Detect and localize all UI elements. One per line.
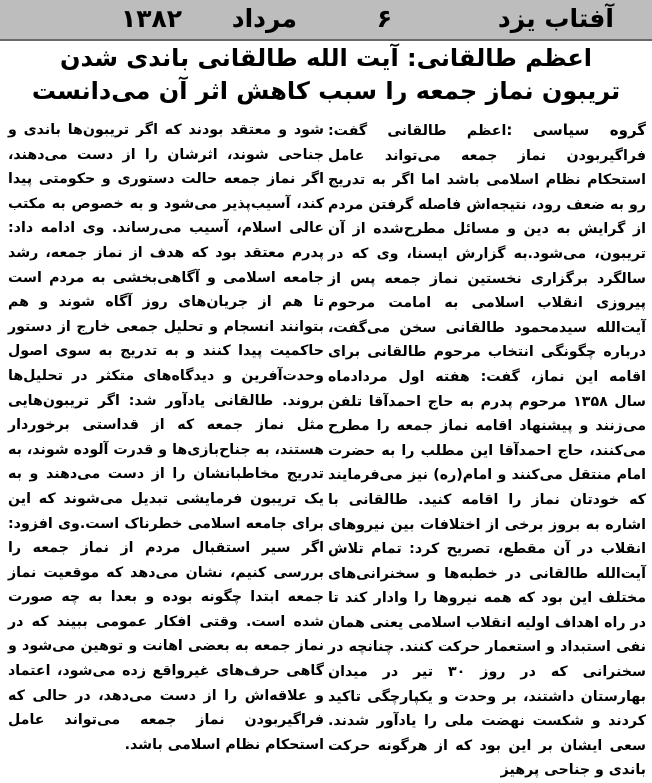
date-day: ۶ bbox=[376, 4, 392, 33]
article-column-right bbox=[328, 118, 646, 783]
article-body-right: اعظم طالقانی گفت: فراگیربودن نماز جمعه می‌تواند عامل استحکام نظام اسلامی باشد اما اگر به تدریج رو به ضعف رود، نتیجه‌اش فاصله گرفتن مردم از گرایش به دین و مسائل مطرح‌شده از آن تریبون، می‌شود.به گزارش ایسنا، وی که در سالگرد برگزاری نخستین نماز جمعه پس از پیروزی انقلاب اسلامی به امامت مرحوم آیت‌الله سیدمحمود طالقانی سخن می‌گفت، درباره چگونگی انتخاب مرحوم طالقانی برای اقامه این نماز، گفت: هفته اول مردادماه سال ۱۳۵۸ مرحوم پدرم به حاج احمدآقا تلفن می‌زنند و پیشنهاد اقامه نماز جمعه را مطرح می‌کنند، حاج احمدآقا این مطلب را به حضرت امام منتقل می‌کنند و امام(ره) نیز می‌فرمایند که خودتان نماز را اقامه کنید. طالقانی با اشاره به بروز برخی از اختلافات بین نیروهای انقلاب در آن مقطع، تصریح کرد: تمام تلاش آیت‌الله طالقانی در خطبه‌ها و سخنرانی‌های مختلف این بود که همه نیروها را وادار کند تا در راه اهداف اولیه انقلاب اسلامی یعنی همان نفی استبداد و استعمار حرکت کنند. چنانچه در سخنرانی که در روز ۳۰ تیر در میدان بهارستان داشتند، بر وحدت و یکپارچگی تاکید کردند و شکست نهضت ملی را یادآور شدند. سعی ایشان بر این بود که از هرگونه حرکت باندی و جناحی پرهیز bbox=[328, 123, 646, 779]
article-paragraph bbox=[328, 118, 646, 783]
headline-line-1: اعظم طالقانی: آیت الله طالقانی باندی شدن bbox=[59, 44, 593, 72]
article-body-left: شود و معتقد بودند که اگر تریبون‌ها باندی و جناحی شوند، اثرشان را از دست می‌دهند، اگر نماز جمعه حالت دستوری و حکومتی پیدا کند، آسیب‌پذیر می‌شود و به خصوص به مکتب عالی اسلام، آسیب می‌رساند. وی ادامه داد: پدرم معتقد بود که هدف از نماز جمعه، رشد جامعه اسلامی و آگاهی‌بخشی به مردم است تا هم از جریان‌های روز آگاه شوند و هم بتوانند انسجام و تحلیل جمعی خارج از دستور حاکمیت پیدا کنند و به تدریج به سوی اصول وحدت‌آفرین و دیدگاه‌های متکثر در تحلیل‌ها بروند. طالقانی یادآور شد: اگر تریبون‌هایی مثل نماز جمعه که از قداستی برخوردار هستند، به جناح‌بازی‌ها و قدرت آلوده شوند، به تدریج مخاطبانشان را از دست می‌دهند و به یک تریبون فرمایشی تبدیل می‌شوند که این برای جامعه اسلامی خطرناک است.وی افزود: اگر سیر استقبال مردم از نماز جمعه را بررسی کنیم، نشان می‌دهد که موقعیت نماز جمعه ابتدا چگونه بوده و بعدا به چه صورت شده است. وقتی افکار عمومی ببیند که در نماز جمعه به بعضی اهانت و توهین می‌شود و گاهی حرف‌های غیرواقع زده می‌شود، اعتماد و علاقه‌اش را از دست می‌دهد، در حالی که فراگیربودن نماز جمعه می‌تواند عامل استحکام نظام اسلامی باشد. bbox=[8, 122, 324, 753]
newspaper-name: آفتاب یزد bbox=[497, 4, 614, 33]
headline-line-2: تریبون نماز جمعه را سبب کاهش اثر آن می‌دانست bbox=[31, 77, 621, 105]
masthead bbox=[0, 0, 652, 41]
date-month: مرداد bbox=[231, 4, 297, 33]
article-lead: گروه سیاسی : bbox=[506, 121, 646, 139]
article-column-left bbox=[8, 118, 324, 757]
date-year: ۱۳۸۲ bbox=[120, 4, 182, 33]
headline bbox=[0, 42, 652, 108]
